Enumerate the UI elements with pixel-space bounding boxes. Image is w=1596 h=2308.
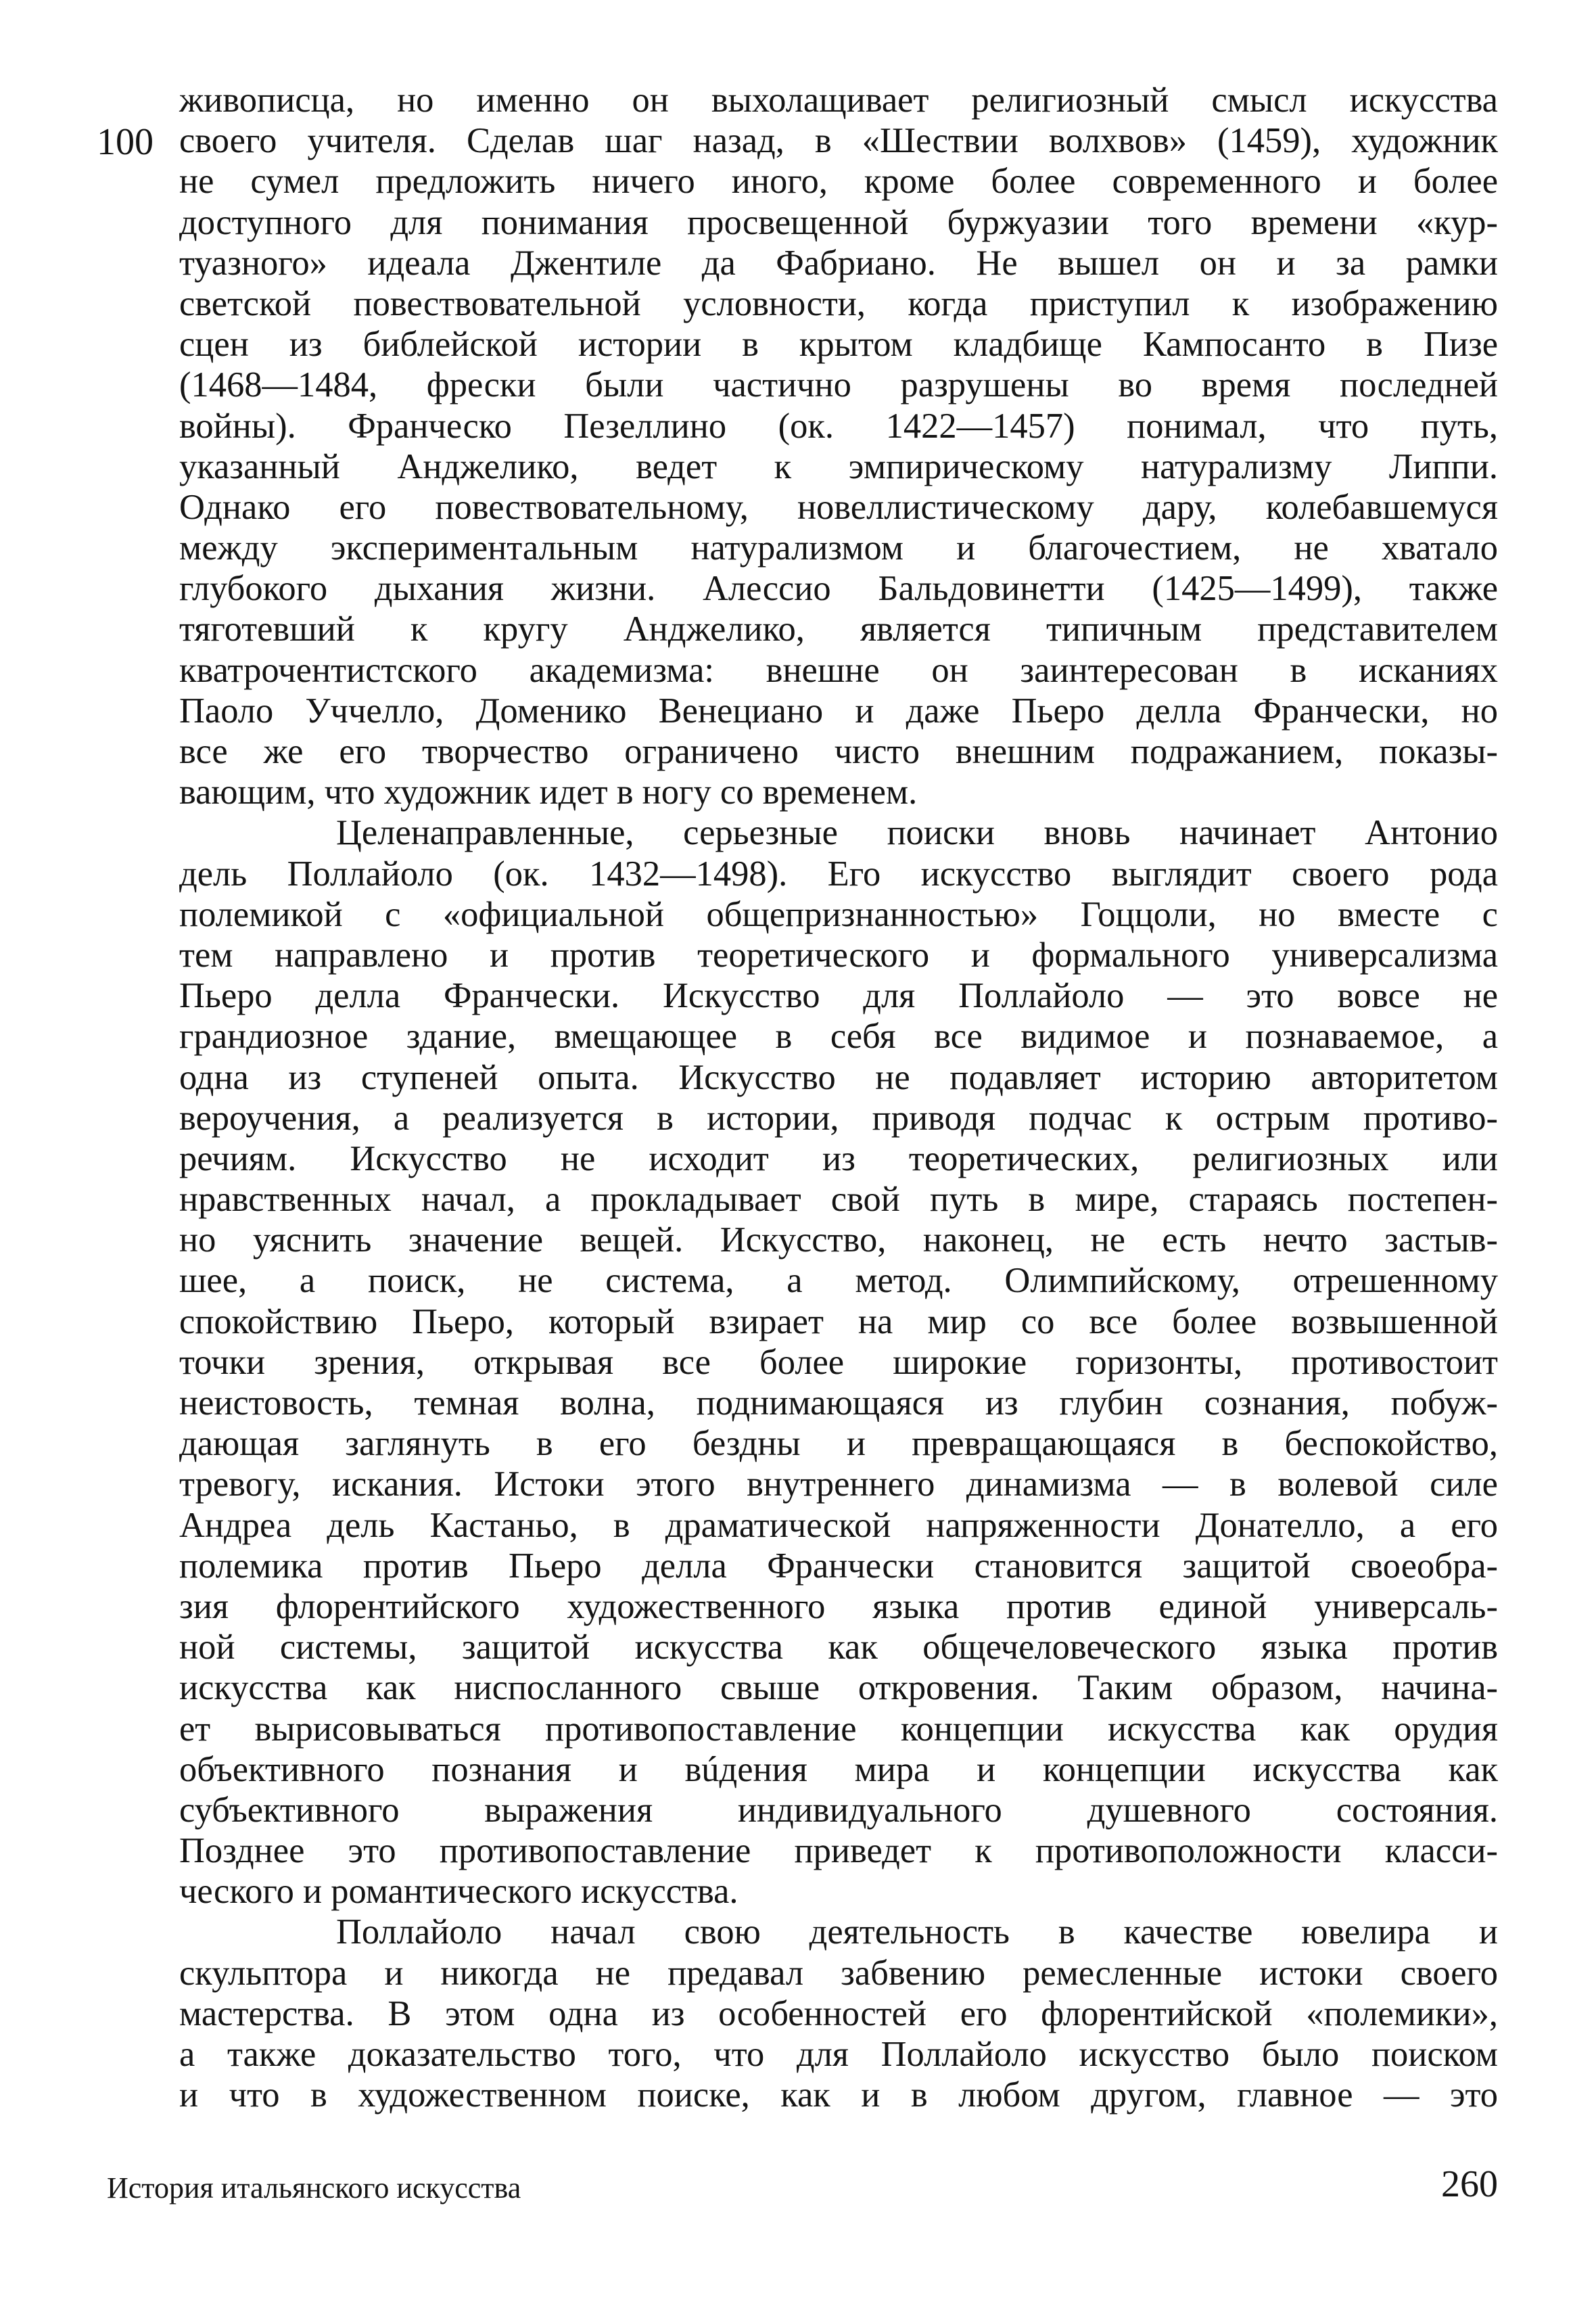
margin-line-number: 100 [97,121,154,163]
text-line: живописца, но именно он выхолащивает религиозный смысл искусства [179,80,1498,120]
text-line: полемика против Пьеро делла Франчески становится защитой своеобра- [179,1546,1498,1586]
text-line: Паоло Уччелло, Доменико Венециано и даже Пьеро делла Франчески, но [179,691,1498,731]
text-line: вающим, что художник идет в ногу со временем. [179,772,918,812]
text-line: войны). Франческо Пезеллино (ок. 1422—1457) понимал, что путь, [179,406,1498,446]
text-line: Поллайоло начал свою деятельность в качестве ювелира и [336,1912,1498,1952]
text-line: Целенаправленные, серьезные поиски вновь начинает Антонио [336,813,1498,853]
body-text [179,80,1498,2115]
text-line: (1468—1484, фрески были частично разрушены во время последней [179,365,1498,405]
text-line: речиям. Искусство не исходит из теоретических, религиозных или [179,1138,1498,1178]
text-line: нравственных начал, а прокладывает свой путь в мире, стараясь постепен- [179,1180,1498,1220]
text-line: Однако его повествовательному, новеллистическому дару, колебавшемуся [179,487,1498,527]
footer-book-title: История итальянского искусства [107,2171,521,2205]
text-line: но уяснить значение вещей. Искусство, наконец, не есть нечто застыв- [179,1220,1498,1260]
text-line: Позднее это противопоставление приведет к противоположности класси- [179,1831,1498,1871]
text-line: все же его творчество ограничено чисто внешним подражанием, показы- [179,732,1498,771]
text-line: субъективного выражения индивидуального душевного состояния. [179,1790,1498,1830]
footer-page-number: 260 [1441,2163,1498,2205]
text-line: зия флорентийского художественного языка против единой универсаль- [179,1586,1498,1626]
text-line: полемикой с «официальной общепризнанностью» Гоццоли, но вместе с [179,894,1498,934]
text-line: спокойствию Пьеро, который взирает на мир со все более возвышенной [179,1301,1498,1341]
text-line: одна из ступеней опыта. Искусство не подавляет историю авторитетом [179,1057,1498,1097]
text-line: шее, а поиск, не система, а метод. Олимпийскому, отрешенному [179,1261,1498,1301]
text-line: между экспериментальным натурализмом и благочестием, не хватало [179,528,1498,568]
text-line: сцен из библейской истории в крытом кладбище Кампосанто в Пизе [179,325,1498,365]
text-line: скульптора и никогда не предавал забвению ремесленные истоки своего [179,1953,1498,1993]
text-line: тем направлено и против теоретического и формального универсализма [179,935,1498,975]
text-line: кватрочентистского академизма: внешне он заинтересован в исканиях [179,650,1498,690]
text-line: искусства как ниспосланного свыше откровения. Таким образом, начина- [179,1668,1498,1708]
text-line: не сумел предложить ничего иного, кроме более современного и более [179,162,1498,202]
text-line: а также доказательство того, что для Поллайоло искусство было поиском [179,2035,1498,2074]
text-line: туазного» идеала Джентиле да Фабриано. Не вышел он и за рамки [179,243,1498,283]
text-line: светской повествовательной условности, когда приступил к изображению [179,283,1498,323]
text-line: вероучения, а реализуется в истории, приводя подчас к острым противо- [179,1098,1498,1138]
text-line: Пьеро делла Франчески. Искусство для Поллайоло — это вовсе не [179,976,1498,1016]
text-line: мастерства. В этом одна из особенностей его флорентийской «полемики», [179,1993,1498,2033]
text-line: ной системы, защитой искусства как общечеловеческого языка против [179,1628,1498,1667]
text-line: точки зрения, открывая все более широкие горизонты, противостоит [179,1342,1498,1382]
text-line: глубокого дыхания жизни. Алессио Бальдовинетти (1425—1499), также [179,569,1498,609]
text-line: грандиозное здание, вмещающее в себя все видимое и познаваемое, а [179,1017,1498,1057]
text-line: ческого и романтического искусства. [179,1872,738,1912]
text-line: объективного познания и вúдения мира и концепции искусства как [179,1749,1498,1789]
text-line: Андреа дель Кастаньо, в драматической напряженности Донателло, а его [179,1505,1498,1545]
text-line: тревогу, искания. Истоки этого внутреннего динамизма — в волевой силе [179,1464,1498,1504]
text-line: тяготевший к кругу Анджелико, является типичным представителем [179,609,1498,649]
text-line: неистовость, темная волна, поднимающаяся из глубин сознания, побуж- [179,1383,1498,1423]
text-line: ет вырисовываться противопоставление концепции искусства как орудия [179,1709,1498,1749]
text-line: дель Поллайоло (ок. 1432—1498). Его искусство выглядит своего рода [179,854,1498,894]
text-line: дающая заглянуть в его бездны и превращающаяся в беспокойство, [179,1424,1498,1464]
text-line: доступного для понимания просвещенной буржуазии того времени «кур- [179,202,1498,242]
text-line: указанный Анджелико, ведет к эмпирическому натурализму Липпи. [179,446,1498,486]
text-line: и что в художественном поиске, как и в любом другом, главное — это [179,2075,1498,2115]
text-line: своего учителя. Сделав шаг назад, в «Шествии волхвов» (1459), художник [179,121,1498,161]
